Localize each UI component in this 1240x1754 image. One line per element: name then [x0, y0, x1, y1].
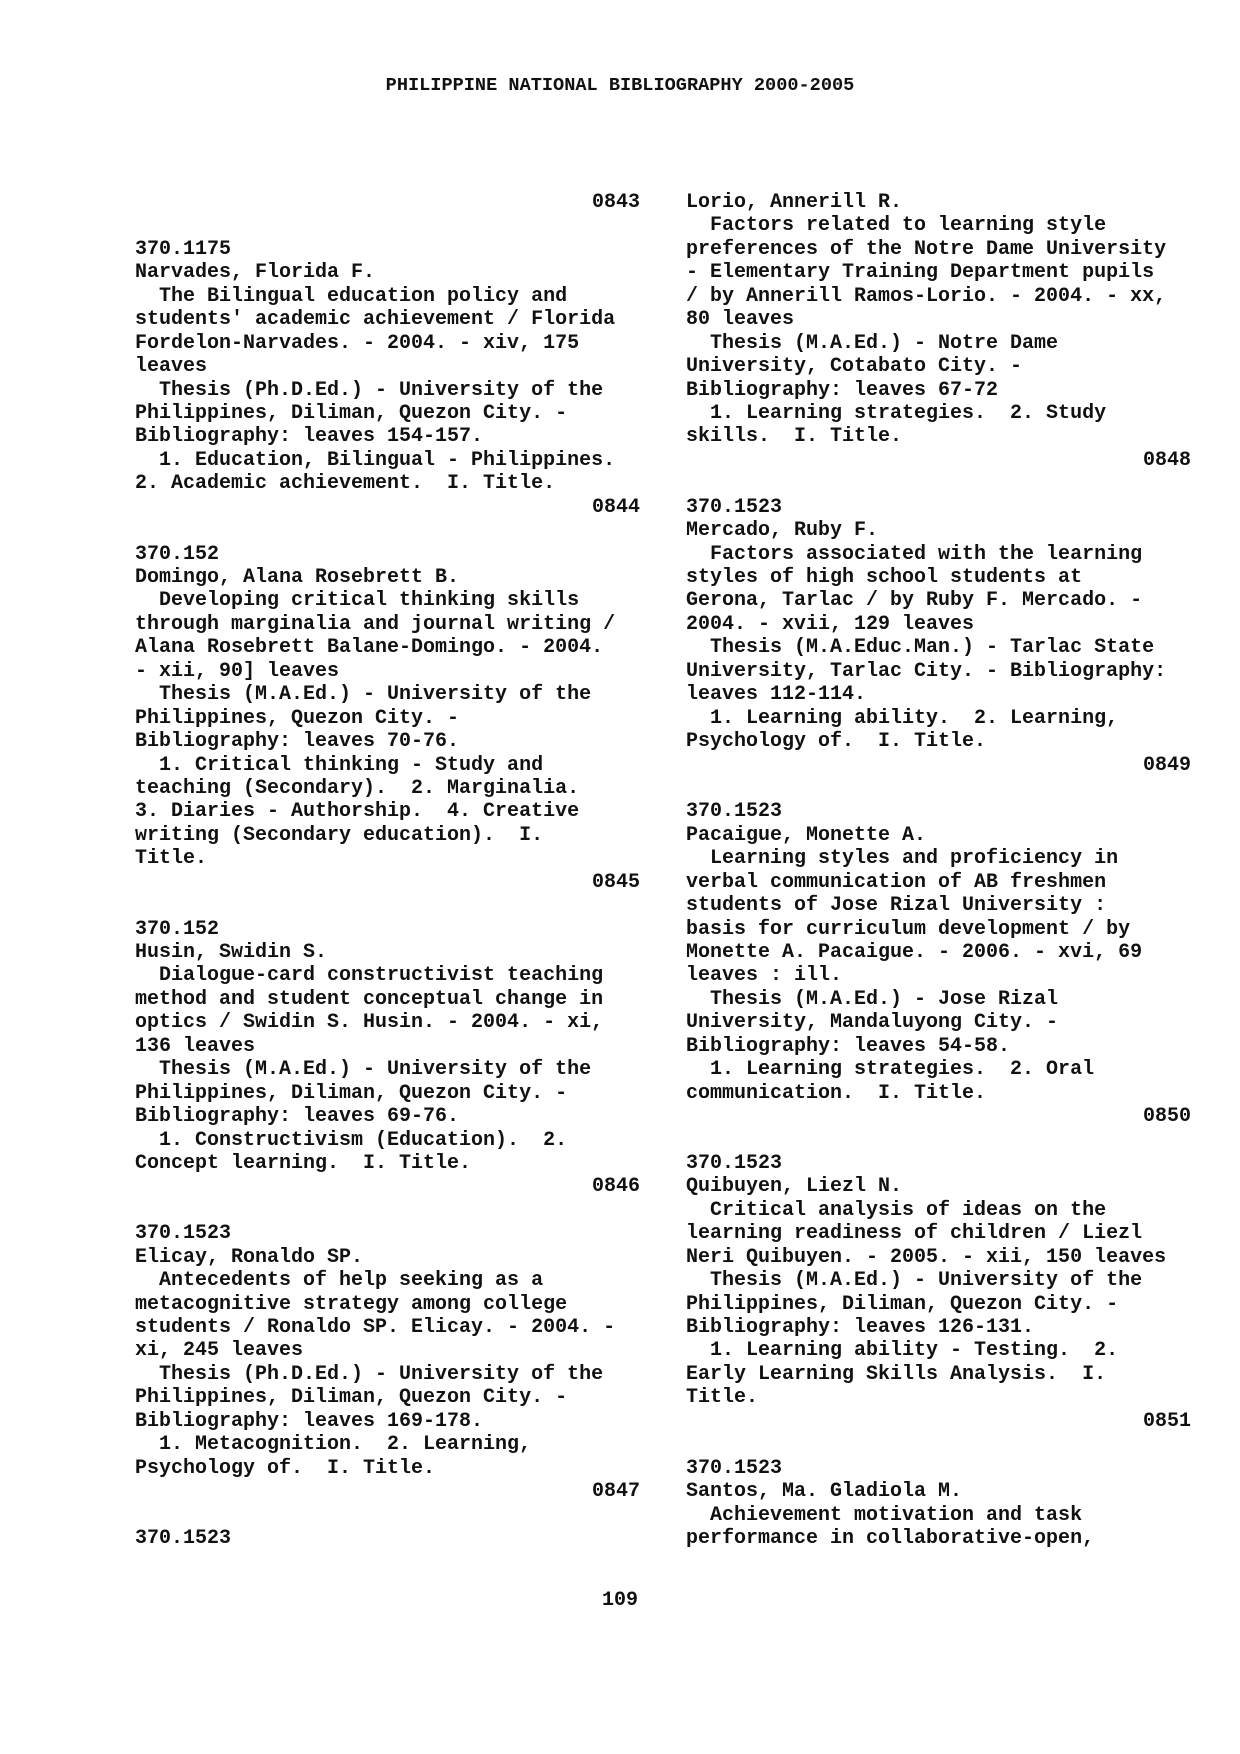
entry-line: 370.1523 [686, 1456, 783, 1480]
blank-line [135, 1199, 640, 1222]
entry-line: 370.1523 [135, 1526, 232, 1550]
entry-line: - Elementary Training Department pupils [686, 261, 1155, 285]
entry-line: 1. Education, Bilingual - Philippines. [135, 448, 616, 472]
blank-line [135, 519, 640, 542]
entry-line: Dialogue-card constructivist teaching [135, 964, 604, 988]
blank-line [135, 214, 640, 237]
entry-line: styles of high school students at [686, 566, 1083, 589]
entry-line: Thesis (M.A.Ed.) - Jose Rizal [686, 987, 1059, 1011]
entry-line: Fordelon-Narvades. - 2004. - xiv, 175 [135, 331, 580, 355]
blank-line [686, 1433, 1191, 1456]
entry-number: 0848 [1142, 448, 1191, 472]
entry-number: 0847 [591, 1480, 640, 1504]
entry-line: Bibliography: leaves 67-72 [686, 378, 999, 402]
entry-line: 1. Critical thinking - Study and [135, 753, 544, 777]
entry-line: Thesis (M.A.Ed.) - University of the [686, 1269, 1143, 1293]
entry-line: Pacaigue, Monette A. [686, 823, 927, 847]
entry-line: University, Cotabato City. - [686, 355, 1023, 379]
entry-line: Philippines, Diliman, Quezon City. - [686, 1292, 1119, 1316]
entry-line: 370.1523 [686, 800, 783, 824]
entry-line: 370.1523 [135, 1222, 232, 1246]
entry-line: method and student conceptual change in [135, 987, 604, 1011]
entry-line: Thesis (M.A.Ed.) - University of the [135, 1058, 592, 1082]
entry-line: Early Learning Skills Analysis. I. [686, 1362, 1107, 1386]
entry-line: 1. Learning ability - Testing. 2. [686, 1339, 1119, 1363]
entry-number: 0849 [1142, 753, 1191, 777]
entry-line: Critical analysis of ideas on the [686, 1198, 1107, 1222]
blank-line [686, 1129, 1191, 1152]
entry-line: Narvades, Florida F. [135, 261, 376, 285]
entry-line: / by Annerill Ramos-Lorio. - 2004. - xx, [686, 284, 1167, 308]
entry-line: 80 leaves [686, 308, 795, 332]
entry-number: 0843 [591, 191, 640, 214]
entry-line: Quibuyen, Liezl N. [686, 1175, 903, 1199]
entry-line: Domingo, Alana Rosebrett B. [135, 566, 460, 589]
entry-line: 1. Metacognition. 2. Learning, [135, 1433, 532, 1457]
entry-number: 0846 [591, 1175, 640, 1199]
entry-line: 370.152 [135, 542, 220, 566]
entry-line: University, Mandaluyong City. - [686, 1011, 1059, 1035]
entry-line: Concept learning. I. Title. [135, 1151, 472, 1175]
entry-line: 2004. - xvii, 129 leaves [686, 612, 975, 636]
entry-line: 3. Diaries - Authorship. 4. Creative [135, 800, 580, 824]
blank-line [135, 894, 640, 917]
entry-line: Philippines, Quezon City. - [135, 706, 460, 730]
entry-line: students / Ronaldo SP. Elicay. - 2004. - [135, 1316, 616, 1339]
entry-line: 370.1523 [686, 495, 783, 519]
entry-line: Alana Rosebrett Balane-Domingo. - 2004. [135, 636, 604, 660]
entry-line: University, Tarlac City. - Bibliography: [686, 659, 1167, 683]
entry-line: 1. Learning ability. 2. Learning, [686, 706, 1119, 730]
entry-line: 370.152 [135, 917, 220, 941]
entry-line: performance in collaborative-open, [686, 1526, 1095, 1550]
entry-line: Achievement motivation and task [686, 1503, 1083, 1527]
entry-line: Lorio, Annerill R. [686, 191, 903, 214]
entry-line: verbal communication of AB freshmen [686, 870, 1107, 894]
entry-number: 0844 [591, 495, 640, 519]
entry-line: Learning styles and proficiency in [686, 847, 1119, 871]
blank-line [135, 1504, 640, 1527]
entry-line: 370.1523 [686, 1151, 783, 1175]
entry-line: 136 leaves [135, 1034, 256, 1058]
entry-line: communication. I. Title. [686, 1081, 987, 1105]
entry-line: Psychology of. I. Title. [686, 730, 987, 754]
entry-line: Gerona, Tarlac / by Ruby F. Mercado. - [686, 589, 1143, 613]
entry-line: xi, 245 leaves [135, 1339, 304, 1363]
entry-line: Thesis (M.A.Ed.) - University of the [135, 683, 592, 707]
entry-line: Factors related to learning style [686, 214, 1107, 238]
entry-line: Developing critical thinking skills [135, 589, 580, 613]
blank-line [686, 777, 1191, 800]
entry-line: Bibliography: leaves 70-76. [135, 730, 460, 754]
entry-line: Title. [135, 847, 208, 871]
entry-line: Bibliography: leaves 169-178. [135, 1409, 484, 1433]
entry-line: optics / Swidin S. Husin. - 2004. - xi, [135, 1011, 604, 1035]
entry-line: students' academic achievement / Florida [135, 308, 616, 332]
entry-line: preferences of the Notre Dame University [686, 237, 1167, 261]
entry-line: Antecedents of help seeking as a [135, 1269, 544, 1293]
entry-line: Title. [686, 1386, 759, 1410]
entry-line: Philippines, Diliman, Quezon City. - [135, 401, 568, 425]
blank-line [686, 472, 1191, 495]
entry-line: basis for curriculum development / by [686, 917, 1131, 941]
entry-line: 1. Learning strategies. 2. Study [686, 401, 1107, 425]
entry-line: Thesis (Ph.D.Ed.) - University of the [135, 1362, 604, 1386]
entry-line: Thesis (M.A.Ed.) - Notre Dame [686, 331, 1059, 355]
entry-line: Husin, Swidin S. [135, 941, 328, 964]
entry-number: 0845 [591, 870, 640, 894]
entry-line: writing (Secondary education). I. [135, 823, 544, 847]
entry-line: Santos, Ma. Gladiola M. [686, 1480, 963, 1504]
entry-line: Bibliography: leaves 154-157. [135, 425, 484, 449]
entry-line: metacognitive strategy among college [135, 1292, 568, 1316]
entry-line: Mercado, Ruby F. [686, 519, 879, 543]
entry-line: Bibliography: leaves 69-76. [135, 1105, 460, 1129]
entry-line: Thesis (Ph.D.Ed.) - University of the [135, 378, 604, 402]
entry-line: Monette A. Pacaigue. - 2006. - xvi, 69 [686, 941, 1143, 964]
entry-number: 0851 [1142, 1409, 1191, 1433]
entry-line: Bibliography: leaves 126-131. [686, 1316, 1035, 1339]
entry-line: teaching (Secondary). 2. Marginalia. [135, 776, 580, 800]
entry-line: 2. Academic achievement. I. Title. [135, 472, 556, 496]
entry-line: Neri Quibuyen. - 2005. - xii, 150 leaves [686, 1245, 1167, 1269]
entry-line: Philippines, Diliman, Quezon City. - [135, 1081, 568, 1105]
entry-line: skills. I. Title. [686, 425, 903, 449]
entry-line: students of Jose Rizal University : [686, 894, 1107, 918]
entry-line: leaves 112-114. [686, 683, 867, 707]
bibliography-column-left [135, 191, 640, 1550]
entry-line: Philippines, Diliman, Quezon City. - [135, 1386, 568, 1410]
entry-line: leaves [135, 355, 208, 379]
entry-line: Bibliography: leaves 54-58. [686, 1034, 1011, 1058]
entry-line: through marginalia and journal writing / [135, 612, 616, 636]
entry-line: 370.1175 [135, 237, 232, 261]
entry-line: Thesis (M.A.Educ.Man.) - Tarlac State [686, 636, 1155, 660]
entry-line: 1. Constructivism (Education). 2. [135, 1128, 568, 1152]
entry-line: Elicay, Ronaldo SP. [135, 1245, 364, 1269]
entry-line: Psychology of. I. Title. [135, 1456, 436, 1480]
entry-number: 0850 [1142, 1105, 1191, 1129]
entry-line: leaves : ill. [686, 964, 843, 988]
page-header: PHILIPPINE NATIONAL BIBLIOGRAPHY 2000-2005 [385, 75, 855, 96]
page-number: 109 [601, 1589, 638, 1612]
entry-line: Factors associated with the learning [686, 542, 1143, 566]
bibliography-column-right [686, 191, 1191, 1550]
entry-line: 1. Learning strategies. 2. Oral [686, 1058, 1095, 1082]
entry-line: learning readiness of children / Liezl [686, 1222, 1143, 1246]
entry-line: - xii, 90] leaves [135, 659, 340, 683]
entry-line: The Bilingual education policy and [135, 284, 568, 308]
